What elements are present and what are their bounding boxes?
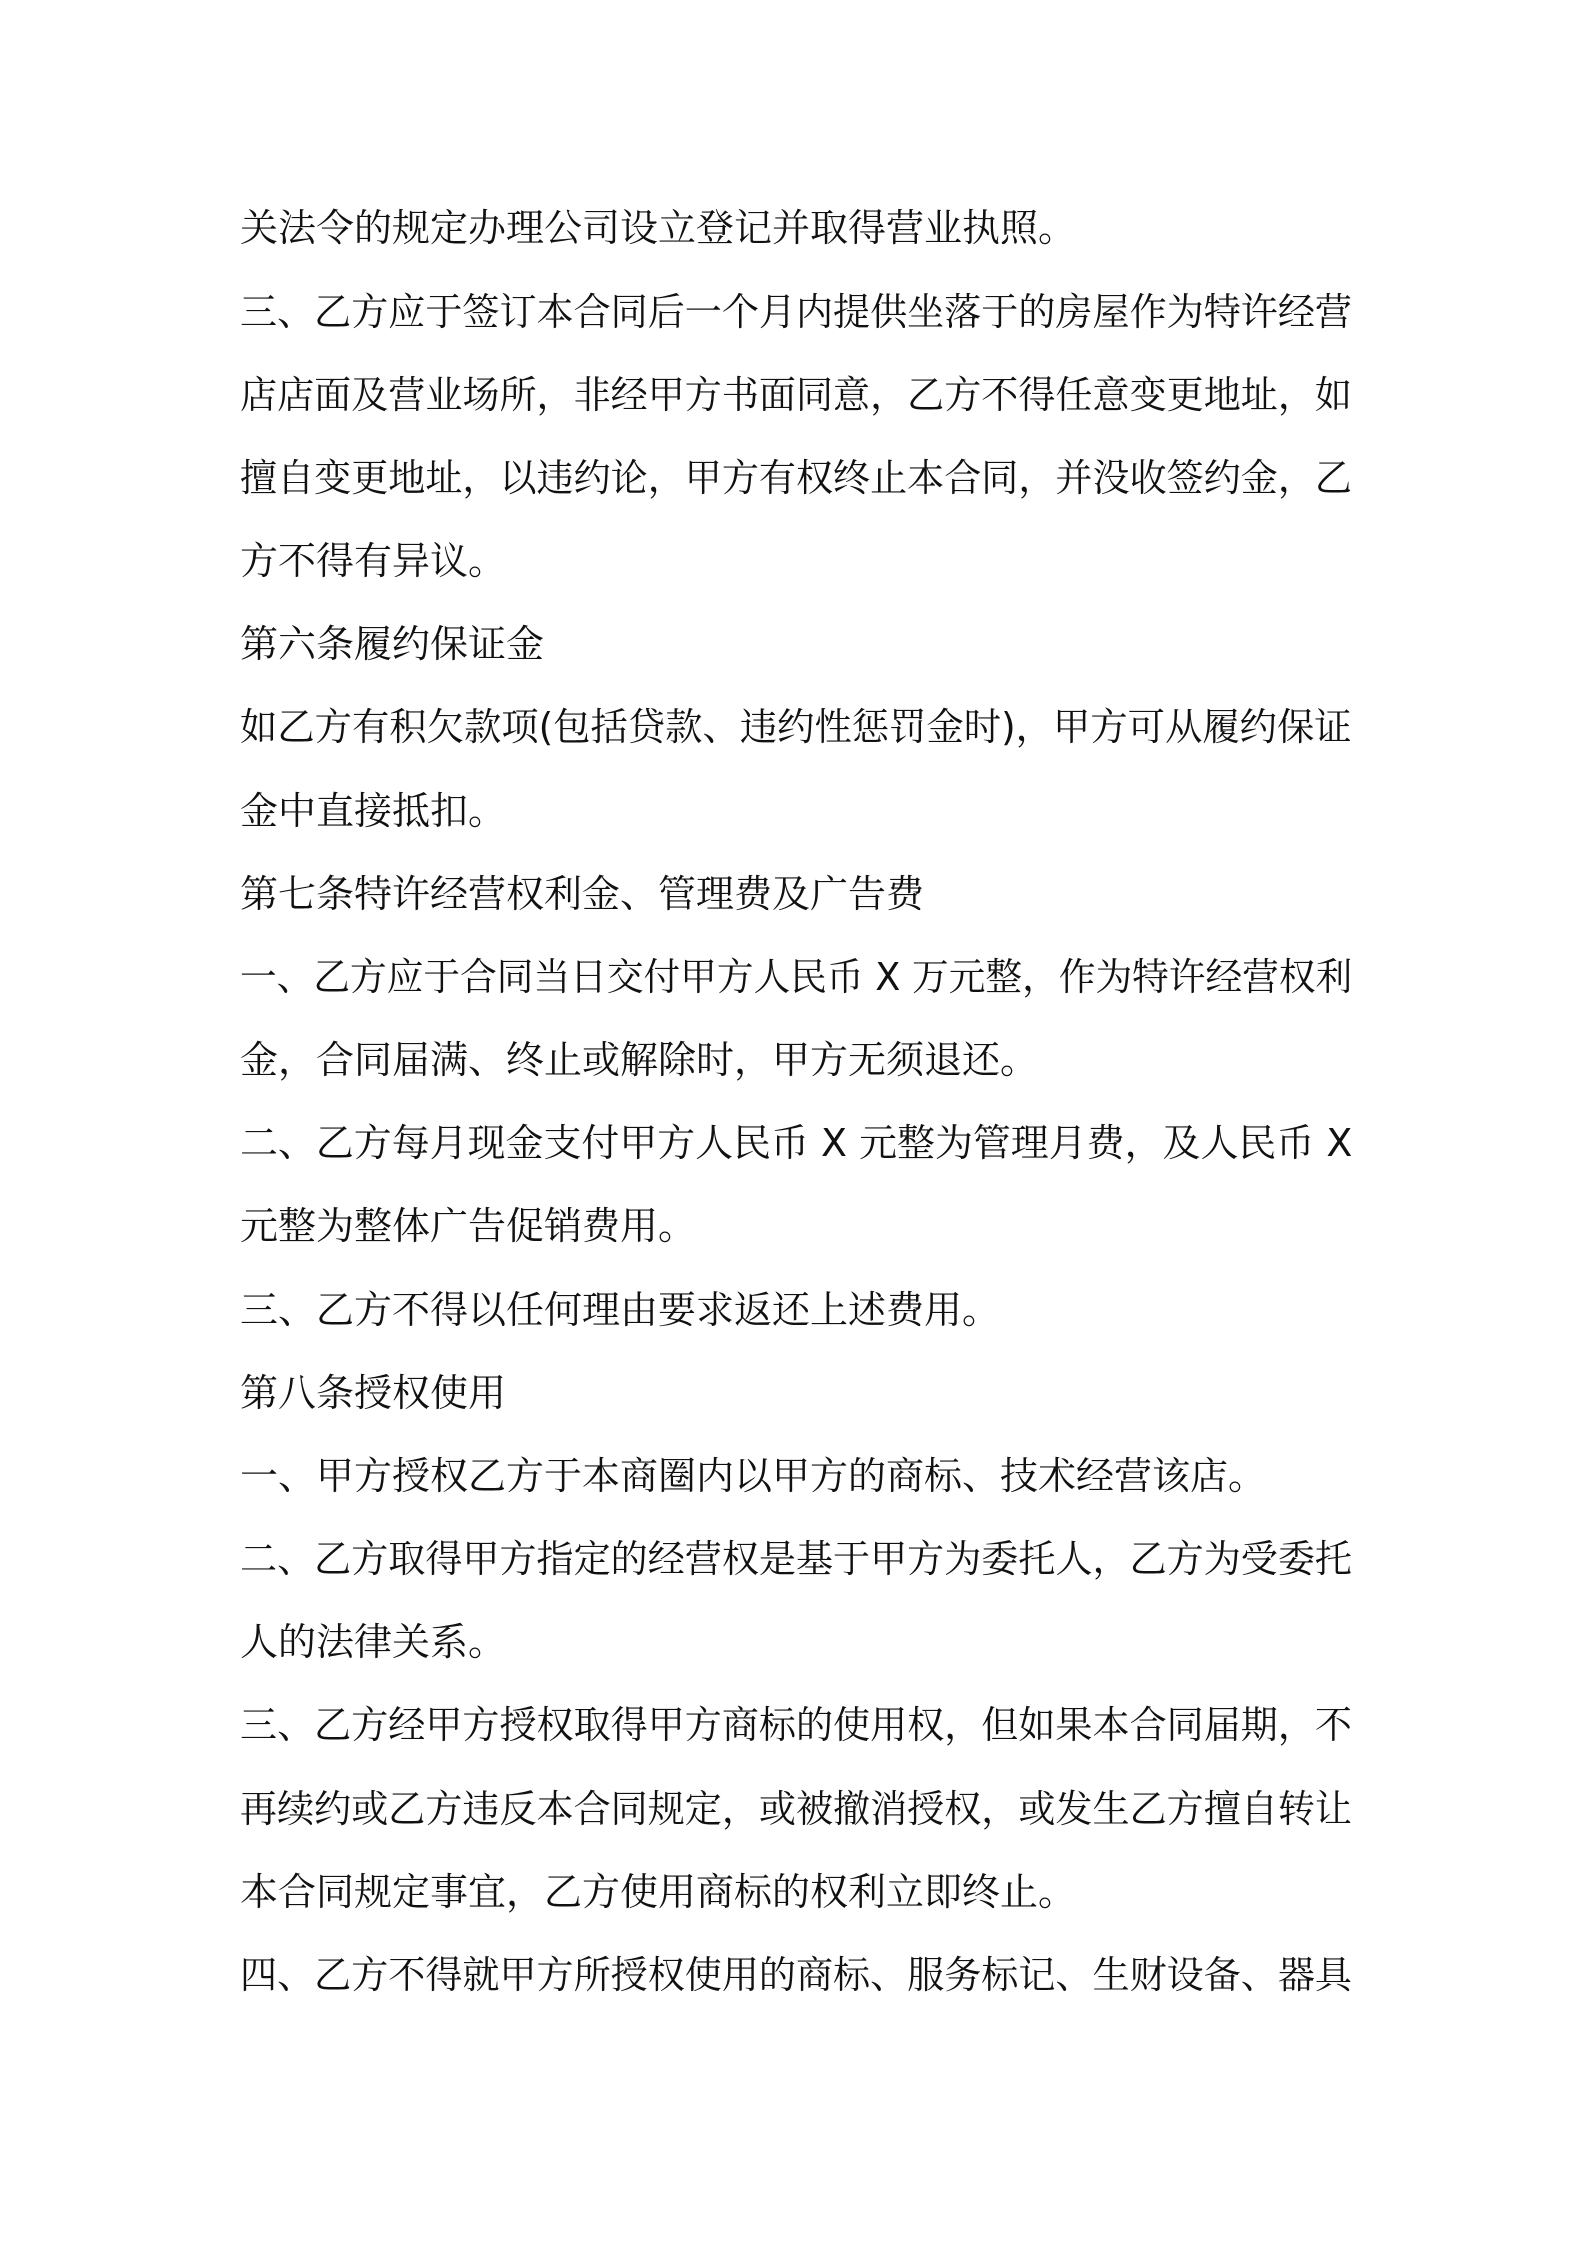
text-line: 关法令的规定办理公司设立登记并取得营业执照。 — [240, 206, 1077, 250]
text-line: 金中直接抵扣。 — [240, 789, 507, 833]
text-line: 再续约或乙方违反本合同规定，或被撤消授权，或发生乙方擅自转让 — [240, 1787, 1352, 1831]
section-heading: 第七条特许经营权利金、管理费及广告费 — [240, 872, 925, 916]
text-line: 二、乙方取得甲方指定的经营权是基于甲方为委托人，乙方为受委托 — [240, 1537, 1352, 1581]
text-line: 三、乙方不得以任何理由要求返还上述费用。 — [240, 1288, 1001, 1332]
text-line: 二、乙方每月现金支付甲方人民币 X 元整为管理月费，及人民币 X — [240, 1121, 1353, 1165]
text-line: 三、乙方经甲方授权取得甲方商标的使用权，但如果本合同届期，不 — [240, 1703, 1352, 1747]
text-line: 金，合同届满、终止或解除时，甲方无须退还。 — [240, 1038, 1039, 1082]
section-heading: 第八条授权使用 — [240, 1371, 507, 1415]
text-line: 四、乙方不得就甲方所授权使用的商标、服务标记、生财设备、器具 — [240, 1953, 1352, 1997]
text-line: 人的法律关系。 — [240, 1620, 507, 1664]
text-line: 店店面及营业场所，非经甲方书面同意，乙方不得任意变更地址，如 — [240, 373, 1352, 417]
text-line: 三、乙方应于签订本合同后一个月内提供坐落于的房屋作为特许经营 — [240, 290, 1352, 334]
text-line: 一、甲方授权乙方于本商圈内以甲方的商标、技术经营该店。 — [240, 1454, 1267, 1498]
text-line: 擅自变更地址，以违约论，甲方有权终止本合同，并没收签约金，乙 — [240, 456, 1352, 500]
text-line: 一、乙方应于合同当日交付甲方人民币 X 万元整，作为特许经营权利 — [240, 955, 1353, 999]
section-heading: 第六条履约保证金 — [240, 622, 545, 666]
text-line: 本合同规定事宜，乙方使用商标的权利立即终止。 — [240, 1870, 1077, 1914]
text-line: 元整为整体广告促销费用。 — [240, 1204, 697, 1248]
text-line: 方不得有异议。 — [240, 539, 507, 583]
text-line: 如乙方有积欠款项(包括贷款、违约性惩罚金时)，甲方可从履约保证 — [240, 705, 1352, 749]
